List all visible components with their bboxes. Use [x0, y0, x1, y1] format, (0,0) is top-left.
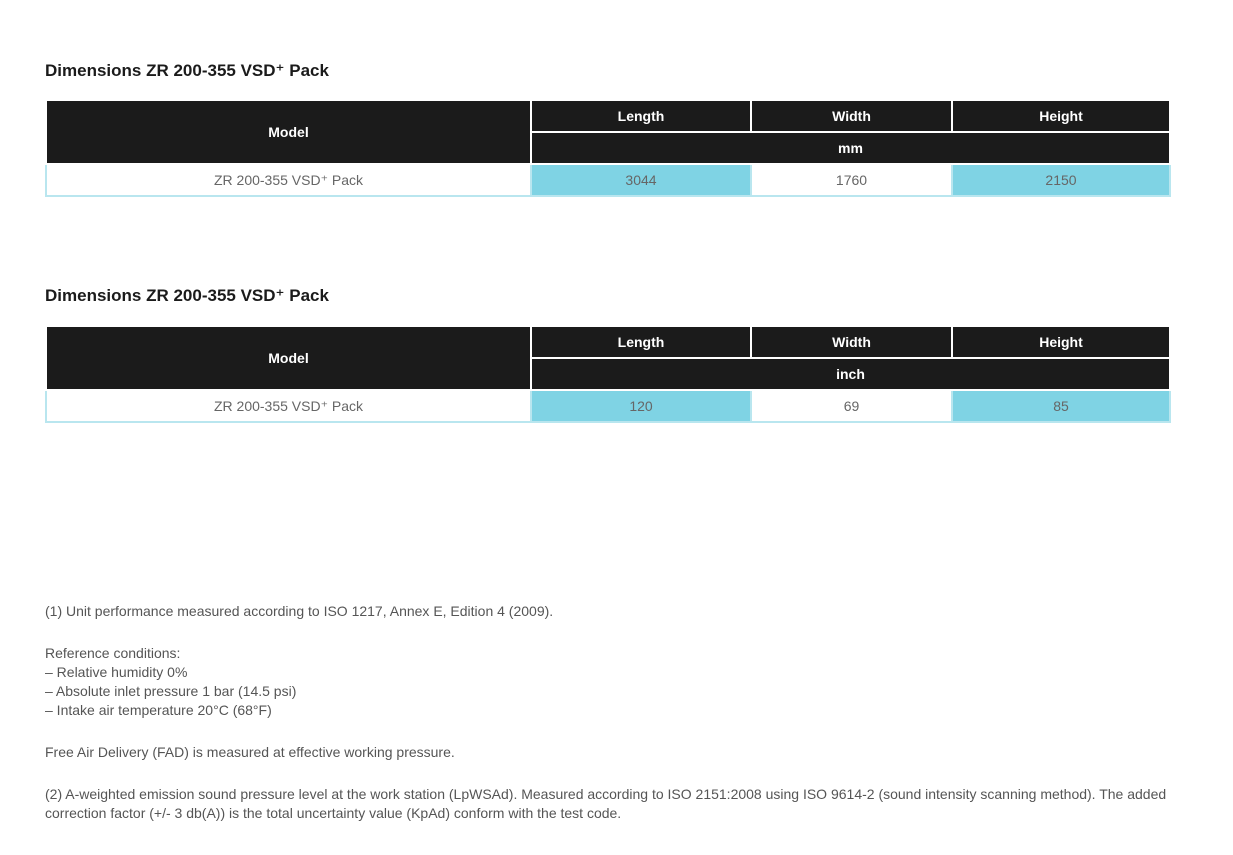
- cell-length: 3044: [531, 164, 751, 196]
- reference-item: – Absolute inlet pressure 1 bar (14.5 psi): [45, 683, 297, 699]
- cell-length: 120: [531, 390, 751, 422]
- header-height: Height: [952, 326, 1170, 358]
- cell-model: ZR 200-355 VSD⁺ Pack: [46, 164, 531, 196]
- header-model: Model: [46, 326, 531, 390]
- table-title-mm: Dimensions ZR 200-355 VSD⁺ Pack: [45, 61, 329, 80]
- reference-conditions: [45, 644, 1175, 720]
- header-model: Model: [46, 100, 531, 164]
- note-2: (2) A-weighted emission sound pressure level at the work station (LpWSAd). Measured according to ISO 2151:2008 using ISO 9614-2 (sound intensity scanning method). The added correction factor (+/- 3 db(A)) is the total uncertainty value (KpAd) conform with the test code.: [45, 786, 1167, 821]
- header-length: Length: [531, 326, 751, 358]
- table-title-inch: Dimensions ZR 200-355 VSD⁺ Pack: [45, 286, 329, 305]
- header-width: Width: [751, 326, 952, 358]
- footnotes: [45, 602, 1175, 846]
- reference-item: – Relative humidity 0%: [45, 664, 188, 680]
- header-unit: mm: [531, 132, 1170, 164]
- cell-height: 85: [952, 390, 1170, 422]
- table-row: [46, 164, 1170, 196]
- dimensions-table-mm: [45, 99, 1171, 197]
- cell-height: 2150: [952, 164, 1170, 196]
- table-row: [46, 390, 1170, 422]
- cell-width: 69: [751, 390, 952, 422]
- cell-width: 1760: [751, 164, 952, 196]
- header-unit: inch: [531, 358, 1170, 390]
- fad-note: Free Air Delivery (FAD) is measured at effective working pressure.: [45, 744, 455, 760]
- reference-heading: Reference conditions:: [45, 645, 181, 661]
- reference-item: – Intake air temperature 20°C (68°F): [45, 702, 272, 718]
- header-height: Height: [952, 100, 1170, 132]
- dimensions-table-inch: [45, 325, 1171, 423]
- header-length: Length: [531, 100, 751, 132]
- header-width: Width: [751, 100, 952, 132]
- cell-model: ZR 200-355 VSD⁺ Pack: [46, 390, 531, 422]
- note-1: (1) Unit performance measured according to ISO 1217, Annex E, Edition 4 (2009).: [45, 603, 554, 619]
